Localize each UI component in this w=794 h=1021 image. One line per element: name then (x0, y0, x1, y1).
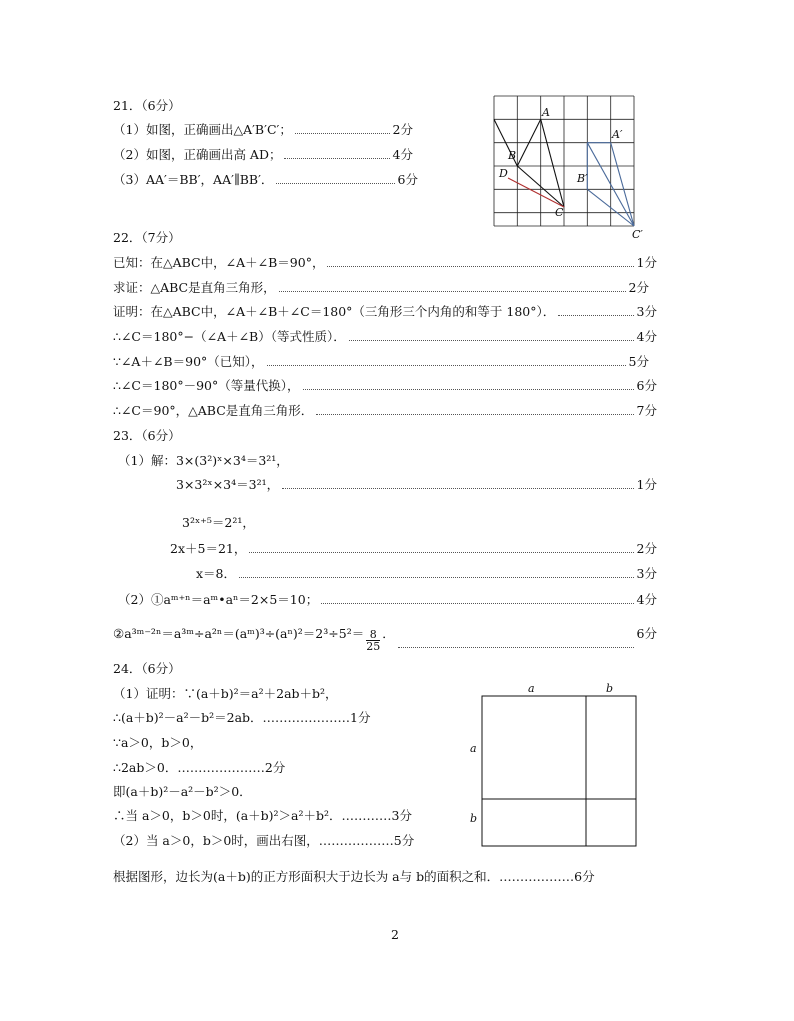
q22-line-6: ∴∠C＝180°－90°（等量代换）， 6分 (113, 378, 657, 393)
label-b-prime: B′ (577, 172, 588, 185)
outer-square (482, 696, 636, 846)
q21-line-2: （2）如图，正确画出高 AD； 4分 (113, 147, 413, 162)
label-side-a: a (470, 742, 477, 755)
q23-line-1: （1）解：3×(3²)ˣ×3⁴＝3²¹， (118, 453, 289, 468)
q24-line-1: （1）证明：∵(a＋b)²＝a²＋2ab＋b²， (113, 686, 338, 701)
q21-grid-figure (488, 92, 658, 242)
q22-line-7: ∴∠C＝90°，△ABC是直角三角形． 7分 (113, 403, 657, 418)
q24-conclusion: 根据图形，边长为(a＋b)的正方形面积大于边长为 a与 b的面积之和．………………6分 (113, 869, 595, 884)
q24-line-7: （2）当 a＞0，b＞0时，画出右图，………………5分 (113, 833, 415, 848)
label-b: B (508, 149, 517, 162)
label-a: A (542, 106, 550, 119)
q23-line-2: 3×3²ˣ×3⁴＝3²¹， 1分 (176, 477, 657, 492)
q24-line-4: ∴2ab＞0．…………………2分 (113, 760, 286, 775)
q24-square-figure (466, 680, 646, 850)
q22-line-1: 已知：在△ABC中，∠A＋∠B＝90°， 1分 (113, 255, 657, 270)
q21-line-1: （1）如图，正确画出△A′B′C′； 2分 (113, 122, 413, 137)
q23-line-5: x＝8． 3分 (196, 566, 657, 581)
q24-line-3: ∵a＞0，b＞0， (113, 735, 203, 750)
fraction-8-25: $\frac{8}{25}$ (366, 628, 381, 653)
q21-title: 21．（6分） (113, 98, 181, 113)
label-top-a: a (528, 682, 535, 695)
q22-line-3: 证明：在△ABC中，∠A＋∠B＋∠C＝180°（三角形三个内角的和等于 180°）． 3分 (113, 304, 657, 319)
q24-line-5: 即(a＋b)²－a²－b²＞0． (113, 784, 252, 799)
q22-line-2: 求证：△ABC是直角三角形， 2分 (113, 280, 649, 295)
q23-line-7: ②a³ᵐ⁻²ⁿ＝a³ᵐ÷a²ⁿ＝(aᵐ)³÷(aⁿ)²＝2³÷5²＝ $\frac{8}{25}$ ． 6分 (113, 626, 657, 653)
q24-line-2: ∴(a＋b)²－a²－b²＝2ab．…………………1分 (113, 710, 371, 725)
q22-line-5: ∵∠A＋∠B＝90°（已知）， 5分 (113, 354, 649, 369)
label-c-prime: C′ (632, 228, 643, 241)
q22-title: 22．（7分） (113, 230, 181, 245)
label-d: D (499, 167, 508, 180)
q21-line-3: （3）AA′＝BB′，AA′∥BB′． 6分 (113, 172, 418, 187)
q24-line-6: ∴当 a＞0，b＞0时，(a＋b)²＞a²＋b²．…………3分 (113, 808, 412, 823)
triangle-abc (494, 119, 564, 207)
q23-title: 23．（6分） (113, 428, 181, 443)
label-a-prime: A′ (612, 128, 623, 141)
q23-line-6: （2）①aᵐ⁺ⁿ＝aᵐ•aⁿ＝2×5＝10； 4分 (118, 592, 657, 607)
q24-title: 24．（6分） (113, 661, 181, 676)
q23-line-3: 3²ˣ⁺⁵＝2²¹， (182, 515, 255, 530)
label-top-b: b (606, 682, 614, 695)
label-side-b: b (470, 812, 478, 825)
q23-line-4: 2x＋5＝21， 2分 (170, 541, 657, 556)
label-c: C (555, 206, 564, 219)
page-number: 2 (391, 927, 399, 942)
q22-line-4: ∴∠C＝180°−（∠A＋∠B）（等式性质）． 4分 (113, 329, 657, 344)
